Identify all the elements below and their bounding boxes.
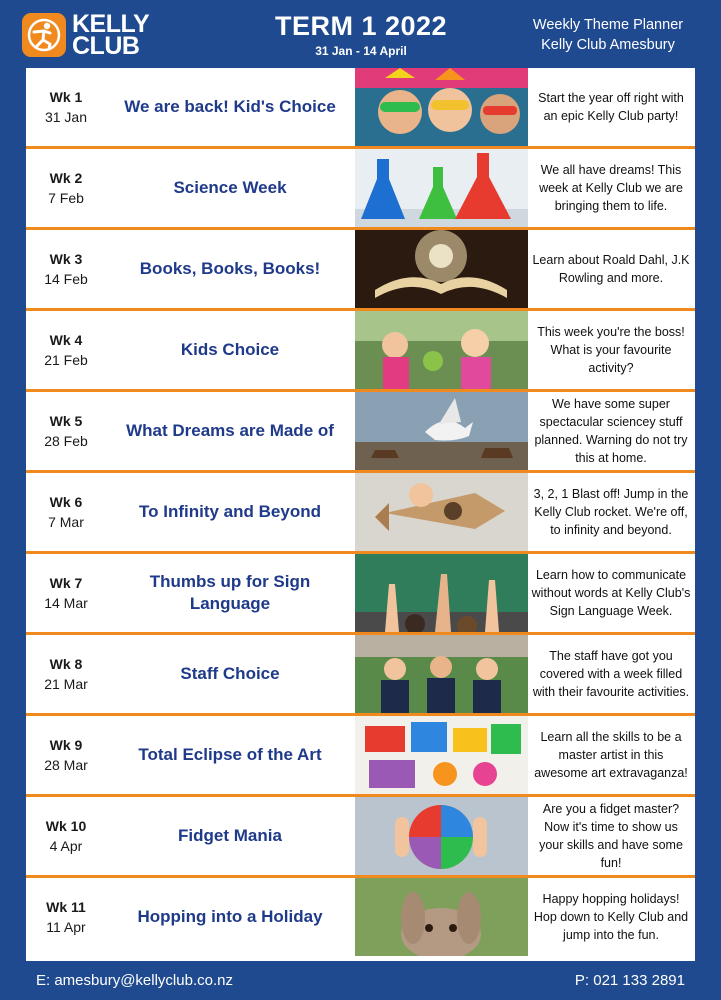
- week-date: 7 Feb: [48, 190, 84, 206]
- logo-figure-icon: [22, 13, 66, 57]
- week-number: Wk 2: [49, 170, 83, 186]
- staff-group-image: [355, 635, 528, 713]
- page-title: TERM 1 2022: [274, 11, 448, 41]
- week-label: [30, 797, 102, 875]
- week-photo: [355, 230, 528, 308]
- week-row: [26, 392, 695, 473]
- week-photo: [355, 149, 528, 227]
- week-row: [26, 230, 695, 311]
- glowing-open-book-image: [355, 230, 528, 308]
- fidget-popper-image: [355, 797, 528, 875]
- week-description: Are you a fidget master? Now it's time to show us your skills and have some fun!: [539, 802, 683, 870]
- week-label: [30, 473, 102, 551]
- contact-email[interactable]: E: amesbury@kellyclub.co.nz: [36, 972, 233, 989]
- week-row: [26, 473, 695, 554]
- week-row: [26, 149, 695, 230]
- week-label: [30, 392, 102, 470]
- logo-wordmark: KELLY CLUB: [72, 10, 150, 60]
- week-row: [26, 68, 695, 149]
- week-description: The staff have got you covered with a week filled with their favourite activities.: [532, 649, 690, 699]
- week-row: [26, 311, 695, 392]
- week-number: Wk 5: [49, 413, 83, 429]
- week-number: Wk 8: [49, 656, 83, 672]
- week-theme: Kids Choice: [180, 340, 280, 359]
- bunny-image: [355, 878, 528, 956]
- week-photo: [355, 392, 528, 470]
- science-flasks-image: [355, 149, 528, 227]
- week-number: Wk 3: [49, 251, 83, 267]
- week-number: Wk 7: [49, 575, 83, 591]
- week-number: Wk 9: [49, 737, 83, 753]
- week-date: 28 Feb: [44, 433, 88, 449]
- week-photo: [355, 554, 528, 632]
- week-photo: [355, 68, 528, 146]
- classroom-raised-hands-image: [355, 554, 528, 632]
- week-photo: [355, 473, 528, 551]
- pegasus-horses-image: [355, 392, 528, 470]
- week-row: [26, 554, 695, 635]
- week-number: Wk 6: [49, 494, 83, 510]
- week-description: This week you're the boss! What is your favourite activity?: [537, 325, 685, 375]
- week-date: 21 Feb: [44, 352, 88, 368]
- week-row: [26, 878, 695, 959]
- week-theme: What Dreams are Made of: [126, 421, 334, 440]
- party-kids-masks-image: [355, 68, 528, 146]
- week-description: Learn about Roald Dahl, J.K Rowling and more.: [532, 253, 690, 285]
- week-theme: Thumbs up for Sign Language: [149, 572, 311, 613]
- week-number: Wk 10: [45, 818, 87, 834]
- week-photo: [355, 797, 528, 875]
- week-theme: Science Week: [173, 178, 287, 197]
- weekly-planner-table: [26, 68, 695, 961]
- week-date: 11 Apr: [46, 919, 86, 935]
- week-description: 3, 2, 1 Blast off! Jump in the Kelly Club rocket. We're off, to infinity and beyond.: [533, 487, 689, 537]
- week-theme: Fidget Mania: [178, 826, 282, 845]
- week-label: [30, 68, 102, 146]
- footer: [0, 961, 721, 1000]
- week-label: [30, 878, 102, 956]
- week-theme: To Infinity and Beyond: [139, 502, 321, 521]
- week-label: [30, 554, 102, 632]
- week-label: [30, 311, 102, 389]
- week-theme: Hopping into a Holiday: [137, 907, 323, 926]
- week-description: We have some super spectacular sciencey stuff planned. Warning do not try this at home.: [534, 397, 688, 465]
- week-number: Wk 1: [49, 89, 83, 105]
- header: [0, 0, 721, 68]
- week-description: Learn all the skills to be a master artist in this awesome art extravaganza!: [534, 730, 688, 780]
- week-theme: We are back! Kid's Choice: [124, 97, 336, 116]
- week-theme: Staff Choice: [180, 664, 280, 683]
- week-photo: [355, 716, 528, 794]
- week-row: [26, 797, 695, 878]
- week-number: Wk 11: [46, 899, 86, 915]
- week-photo: [355, 635, 528, 713]
- week-date: 28 Mar: [44, 757, 88, 773]
- week-theme: Total Eclipse of the Art: [138, 745, 322, 764]
- week-label: [30, 149, 102, 227]
- week-description: Happy hopping holidays! Hop down to Kelly Club and jump into the fun.: [533, 892, 689, 942]
- kelly-club-logo: [22, 9, 162, 61]
- week-number: Wk 4: [49, 332, 83, 348]
- week-description: Learn how to communicate without words at Kelly Club's Sign Language Week.: [531, 568, 691, 618]
- term-dates: 31 Jan - 14 April: [315, 44, 407, 58]
- contact-phone: P: 021 133 2891: [574, 972, 685, 989]
- week-description: Start the year off right with an epic Kelly Club party!: [538, 91, 684, 123]
- week-label: [30, 230, 102, 308]
- week-theme: Books, Books, Books!: [139, 259, 321, 278]
- art-supplies-image: [355, 716, 528, 794]
- week-row: [26, 716, 695, 797]
- week-date: 4 Apr: [49, 838, 83, 854]
- week-label: [30, 716, 102, 794]
- week-photo: [355, 878, 528, 956]
- week-label: [30, 635, 102, 713]
- week-date: 21 Mar: [44, 676, 88, 692]
- week-description: We all have dreams! This week at Kelly Club we are bringing them to life.: [539, 163, 683, 213]
- week-photo: [355, 311, 528, 389]
- week-row: [26, 635, 695, 716]
- week-date: 31 Jan: [44, 109, 88, 125]
- cardboard-rocket-image: [355, 473, 528, 551]
- planner-subtitle: Weekly Theme Planner Kelly Club Amesbury: [532, 17, 684, 53]
- week-date: 14 Feb: [44, 271, 88, 287]
- week-date: 7 Mar: [48, 514, 84, 530]
- children-playing-image: [355, 311, 528, 389]
- week-date: 14 Mar: [44, 595, 88, 611]
